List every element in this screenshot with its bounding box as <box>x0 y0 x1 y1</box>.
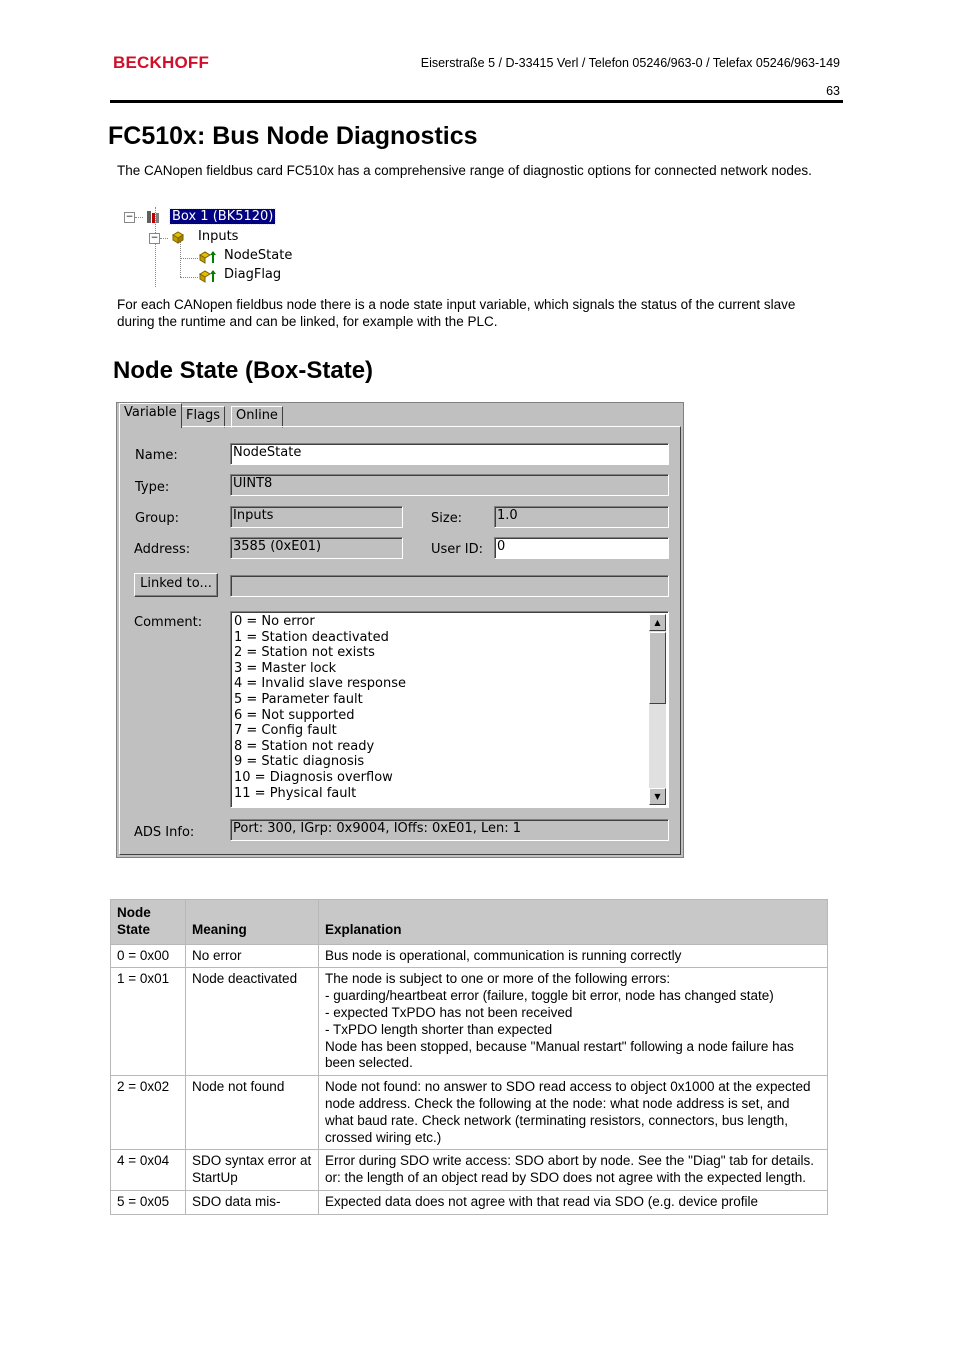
explanation-line: - expected TxPDO has not been received <box>325 1004 573 1020</box>
cell-meaning: Node not found <box>186 1076 319 1150</box>
tree-item-inputs[interactable]: Inputs <box>198 229 239 244</box>
comment-line: 5 = Parameter fault <box>234 692 363 707</box>
inputs-folder-icon <box>171 230 185 244</box>
cell-node-state: 1 = 0x01 <box>111 968 186 1076</box>
header-rule <box>110 100 843 103</box>
cell-meaning: SDO data mis- <box>186 1190 319 1214</box>
input-variable-icon <box>199 269 213 283</box>
table-row <box>111 944 828 968</box>
cell-explanation <box>319 968 828 1076</box>
header-explanation: Explanation <box>319 900 828 945</box>
device-tree <box>118 205 298 289</box>
explanation-line: Node not found: no answer to SDO read access to object 0x1000 at the expected node address. Check the following at the node: what node address is set, and what baud rate. Check network (terminating resistors, connectors, bus length, crossed wiring etc.) <box>325 1079 811 1145</box>
cell-meaning: SDO syntax error at StartUp <box>186 1150 319 1191</box>
comment-line: 0 = No error <box>234 614 315 629</box>
node-state-paragraph: For each CANopen fieldbus node there is a node state input variable, which signals the status of the current slave during the runtime and can be linked, for example with the PLC. <box>117 297 796 329</box>
intro-paragraph: The CANopen fieldbus card FC510x has a comprehensive range of diagnostic options for connected network nodes. <box>117 163 812 178</box>
group-field[interactable]: Inputs <box>230 506 403 528</box>
table-row <box>111 1150 828 1191</box>
address-label: Address: <box>134 542 191 557</box>
userid-field[interactable]: 0 <box>494 537 669 559</box>
header-meaning: Meaning <box>186 900 319 945</box>
header-node-state-line: State <box>117 921 151 937</box>
tree-item-nodestate[interactable]: NodeState <box>224 248 293 263</box>
tree-line <box>180 258 198 259</box>
page-title: FC510x: Bus Node Diagnostics <box>108 122 478 150</box>
cell-explanation <box>319 1190 828 1214</box>
node-state-table <box>110 899 828 1215</box>
explanation-line: Node has been stopped, because "Manual restart" following a node failure has been selected. <box>325 1038 794 1071</box>
tab-online[interactable]: Online <box>231 406 283 428</box>
comment-textarea[interactable] <box>230 611 669 808</box>
group-label: Group: <box>135 511 179 526</box>
comment-label: Comment: <box>134 615 203 630</box>
cell-node-state: 2 = 0x02 <box>111 1076 186 1150</box>
ads-info-label: ADS Info: <box>134 825 195 840</box>
comment-line: 4 = Invalid slave response <box>234 676 406 692</box>
explanation-line: - TxPDO length shorter than expected <box>325 1021 553 1037</box>
company-logo: BECKHOFF <box>113 53 210 72</box>
comment-line: 7 = Config fault <box>234 723 337 739</box>
scroll-up-icon[interactable]: ▲ <box>649 614 666 631</box>
linked-to-button[interactable]: Linked to... <box>134 573 218 597</box>
bus-coupler-icon <box>146 210 160 224</box>
comment-line: 8 = Station not ready <box>234 738 375 754</box>
tree-item-box1[interactable]: Box 1 (BK5120) <box>172 209 274 224</box>
tree-line <box>135 217 143 218</box>
cell-explanation <box>319 1076 828 1150</box>
collapse-box-icon[interactable]: − <box>150 233 159 243</box>
tree-item-diagflag[interactable]: DiagFlag <box>224 267 282 282</box>
variable-panel <box>119 426 681 855</box>
comment-line: 3 = Master lock <box>234 660 337 676</box>
type-label: Type: <box>135 480 170 495</box>
comment-line: 10 = Diagnosis overflow <box>234 770 393 785</box>
tab-variable[interactable]: Variable <box>119 403 182 428</box>
input-variable-icon <box>199 250 213 264</box>
header-node-state-line: Node <box>117 905 151 920</box>
linked-field[interactable] <box>230 575 669 597</box>
comment-line: 2 = Station not exists <box>234 645 375 661</box>
table-row <box>111 1076 828 1150</box>
table-header-row <box>111 900 828 945</box>
address-field[interactable]: 3585 (0xE01) <box>230 537 403 559</box>
cell-explanation <box>319 1150 828 1191</box>
size-field[interactable]: 1.0 <box>494 506 669 528</box>
cell-node-state: 5 = 0x05 <box>111 1190 186 1214</box>
name-field[interactable]: NodeState <box>230 443 669 465</box>
comment-line: 6 = Not supported <box>234 707 355 723</box>
cell-explanation <box>319 944 828 968</box>
comment-line: 9 = Static diagnosis <box>234 754 365 770</box>
tree-line <box>180 277 198 278</box>
comment-line: 11 = Physical fault <box>234 785 357 801</box>
variable-properties-dialog <box>116 402 684 858</box>
size-label: Size: <box>431 511 463 526</box>
table-row <box>111 968 828 1076</box>
type-field[interactable]: UINT8 <box>230 474 669 496</box>
explanation-line: Expected data does not agree with that read via SDO (e.g. device profile <box>325 1193 759 1209</box>
page-number: 63 <box>826 84 840 98</box>
comment-line: 1 = Station deactivated <box>234 629 389 645</box>
userid-label: User ID: <box>431 542 483 557</box>
table-row <box>111 1190 828 1214</box>
comment-scrollbar[interactable] <box>649 614 666 805</box>
scroll-thumb[interactable] <box>649 632 666 704</box>
tree-line <box>160 238 168 239</box>
page-bottom-margin <box>0 1248 954 1358</box>
ads-info-field[interactable]: Port: 300, IGrp: 0x9004, IOffs: 0xE01, Len: 1 <box>230 819 669 841</box>
explanation-line: The node is subject to one or more of the following errors: <box>325 971 671 987</box>
cell-meaning: No error <box>186 944 319 968</box>
name-label: Name: <box>135 448 178 463</box>
header-node-state <box>111 900 186 945</box>
section-title: Node State (Box-State) <box>113 357 374 384</box>
collapse-box-icon[interactable]: − <box>125 212 134 222</box>
explanation-line: Bus node is operational, communication is running correctly <box>325 947 682 963</box>
scroll-down-icon[interactable]: ▼ <box>649 788 666 805</box>
explanation-line: or: the length of an object read by SDO does not agree with the expected length. <box>325 1170 807 1186</box>
explanation-line: Error during SDO write access: SDO abort by node. See the "Diag" tab for details. <box>325 1153 815 1169</box>
cell-node-state: 4 = 0x04 <box>111 1150 186 1191</box>
cell-meaning: Node deactivated <box>186 968 319 1076</box>
cell-node-state: 0 = 0x00 <box>111 944 186 968</box>
tab-flags[interactable]: Flags <box>181 406 225 428</box>
explanation-line: - guarding/heartbeat error (failure, toggle bit error, node has changed state) <box>325 988 774 1004</box>
company-address: Eiserstraße 5 / D-33415 Verl / Telefon 05246/963-0 / Telefax 05246/963-149 <box>420 56 840 70</box>
